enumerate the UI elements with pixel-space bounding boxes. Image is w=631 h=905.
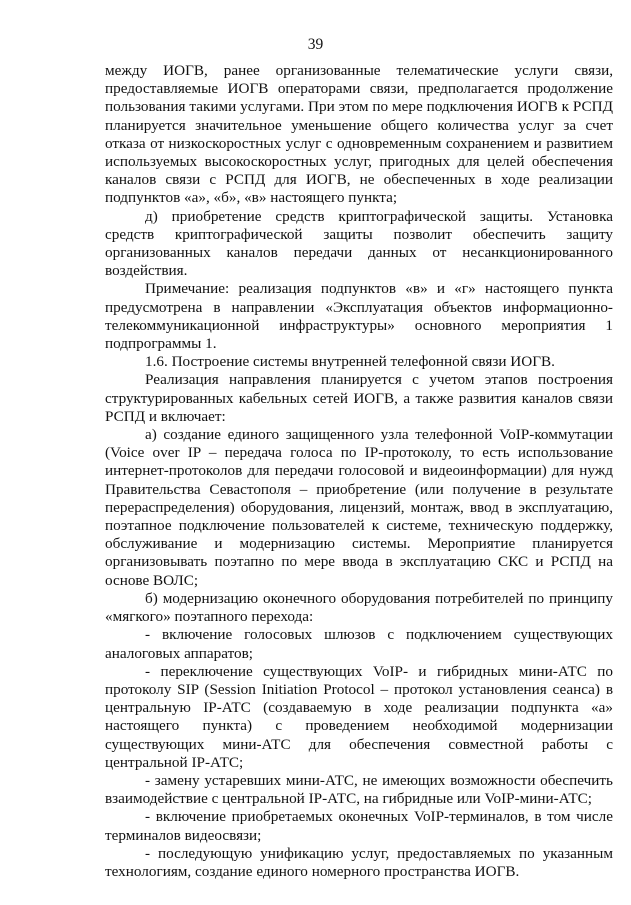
list-item-voice-gateways: - включение голосовых шлюзов с подключением существующих аналоговых аппаратов; bbox=[105, 626, 613, 662]
paragraph-modernization: б) модернизацию оконечного оборудования потребителей по принципу «мягкого» поэтапного перехода: bbox=[105, 589, 613, 626]
list-item-switching-pbx: - переключение существующих VoIP- и гибридных мини-АТС по протоколу SIP (Session Initiation Protocol – протокол установления сеанса) в центральную IP-АТС (создаваемую в ходе реализации подпункта «а» настоящего пункта) с проведением необходимой модернизации существующих мини-АТС для обеспечения совместной работы с центральной IP-АТС; bbox=[105, 662, 613, 771]
paragraph-continuation: между ИОГВ, ранее организованные телематические услуги связи, предоставляемые ИОГВ операторами связи, предполагается продолжение пользования такими услугами. При этом по мере подключения ИОГВ к РСПД планируется значительное уменьшение общего количества услуг за счет отказа от низкоскоростных услуг с одновременным сохранением и развитием используемых высокоскоростных услуг, пригодных для целей обеспечения каналов связи с РСПД для ИОГВ, не обеспеченных в ходе реализации подпунктов «а», «б», «в» настоящего пункта; bbox=[105, 62, 613, 207]
page-number: 39 bbox=[307, 36, 324, 53]
list-item-unification: - последующую унификацию услуг, предоставляемых по указанным технологиям, создание единого номерного пространства ИОГВ. bbox=[105, 844, 613, 880]
paragraph-crypto-protection: д) приобретение средств криптографической защиты. Установка средств криптографической защиты позволит обеспечить защиту организованных каналов передачи данных от несанкционированного воздействия. bbox=[105, 207, 613, 280]
paragraph-voip-node: а) создание единого защищенного узла телефонной VoIP-коммутации (Voice over IP – передача голоса по IP-протоколу, то есть использование интернет-протоколов для передачи голосовой и видеоинформации) для нужд Правительства Севастополя – приобретение (или получение в результате перераспределения) оборудования, лицензий, монтаж, ввод в эксплуатацию, поэтапное подключение пользователей к системе, техническую поддержку, обслуживание и модернизацию системы. Мероприятие планируется организовывать поэтапно по мере ввода в эксплуатацию СКС и РСПД на основе ВОЛС; bbox=[105, 426, 613, 589]
body-text bbox=[105, 62, 613, 881]
list-item-voip-terminals: - включение приобретаемых оконечных VoIP-терминалов, в том числе терминалов видеосвязи; bbox=[105, 808, 613, 844]
paragraph-note: Примечание: реализация подпунктов «в» и «г» настоящего пункта предусмотрена в направлении «Эксплуатация объектов информационно-телекоммуникационной инфраструктуры» основного мероприятия 1 подпрограммы 1. bbox=[105, 280, 613, 353]
paragraph-implementation: Реализация направления планируется с учетом этапов построения структурированных кабельных сетей ИОГВ, а также развития каналов связи РСПД и включает: bbox=[105, 371, 613, 425]
section-heading-1-6: 1.6. Построение системы внутренней телефонной связи ИОГВ. bbox=[145, 353, 555, 371]
list-item-replace-pbx: - замену устаревших мини-АТС, не имеющих возможности обеспечить взаимодействие с центральной IP-АТС, на гибридные или VoIP-мини-АТС; bbox=[105, 771, 613, 808]
